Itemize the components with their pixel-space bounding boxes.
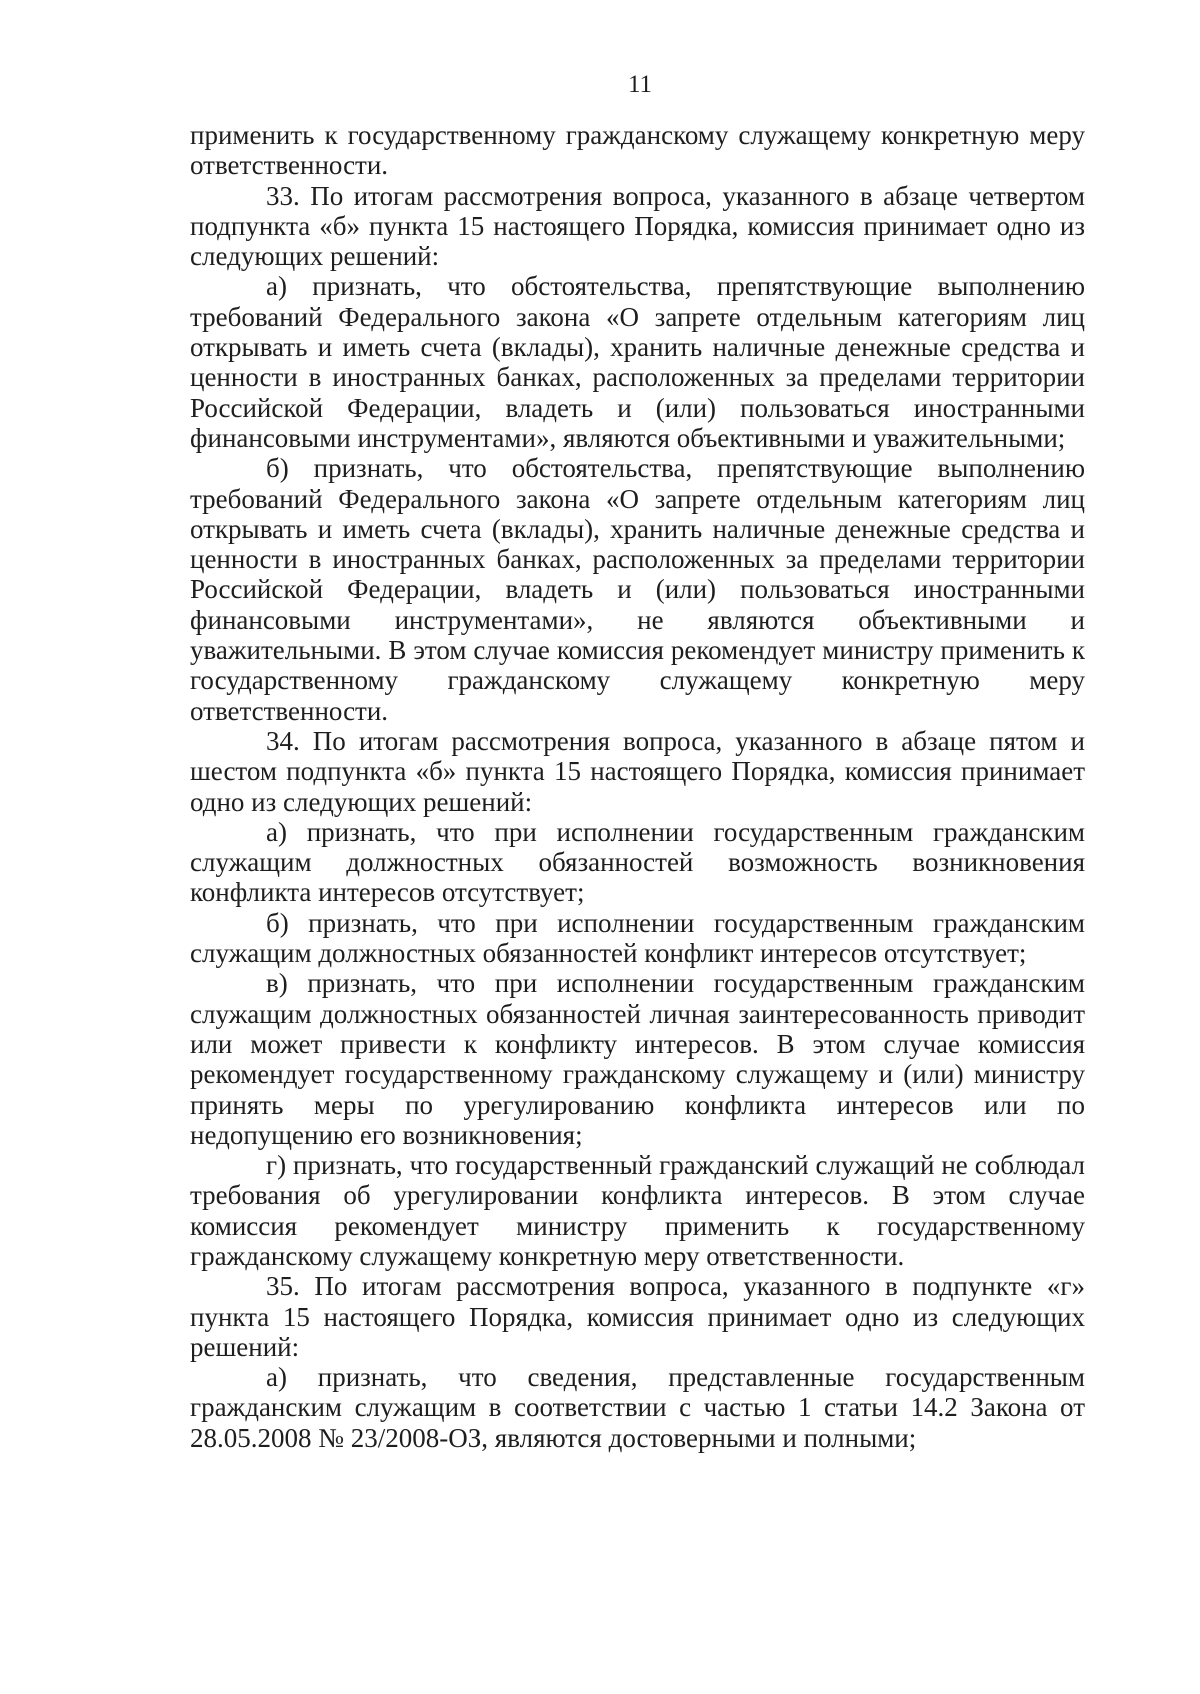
paragraph-34-v: в) признать, что при исполнении государственным гражданским служащим должностных обязанностей личная заинтересованность приводит или может привести к конфликту интересов. В этом случае комиссия рекомендует государственному гражданскому служащему и (или) министру принять меры по урегулированию конфликта интересов или по недопущению его возникновения;	[190, 968, 1085, 1150]
paragraph-item-34: 34. По итогам рассмотрения вопроса, указанного в абзаце пятом и шестом подпункта «б» пункта 15 настоящего Порядка, комиссия принимает одно из следующих решений:	[190, 725, 1085, 817]
page-number: 11	[627, 71, 653, 98]
paragraph-34-g: г) признать, что государственный гражданский служащий не соблюдал требования об урегулировании конфликта интересов. В этом случае комиссия рекомендует министру применить к государственному гражданскому служащему конкретную меру ответственности.	[190, 1150, 1085, 1271]
paragraph-item-33: 33. По итогам рассмотрения вопроса, указанного в абзаце четвертом подпункта «б» пункта 15 настоящего Порядка, комиссия принимает одно из следующих решений:	[190, 180, 1085, 272]
paragraph-34-b: б) признать, что при исполнении государственным гражданским служащим должностных обязанностей конфликт интересов отсутствует;	[190, 907, 1085, 969]
paragraph-continuation: применить к государственному гражданскому служащему конкретную меру ответственности.	[190, 120, 1085, 181]
paragraph-35-a: а) признать, что сведения, представленные государственным гражданским служащим в соответствии с частью 1 статьи 14.2 Закона от 28.05.2008 № 23/2008-ОЗ, являются достоверными и полными;	[190, 1362, 1085, 1453]
document-body	[190, 120, 1085, 1453]
paragraph-item-35: 35. По итогам рассмотрения вопроса, указанного в подпункте «г» пункта 15 настоящего Порядка, комиссия принимает одно из следующих решений:	[190, 1271, 1085, 1362]
paragraph-33-b: б) признать, что обстоятельства, препятствующие выполнению требований Федерального закона «О запрете отдельным категориям лиц открывать и иметь счета (вклады), хранить наличные денежные средства и ценности в иностранных банках, расположенных за пределами территории Российской Федерации, владеть и (или) пользоваться иностранными финансовыми инструментами», не являются объективными и уважительными. В этом случае комиссия рекомендует министру применить к государственному гражданскому служащему конкретную меру ответственности.	[190, 453, 1085, 726]
paragraph-33-a: а) признать, что обстоятельства, препятствующие выполнению требований Федерального закона «О запрете отдельным категориям лиц открывать и иметь счета (вклады), хранить наличные денежные средства и ценности в иностранных банках, расположенных за пределами территории Российской Федерации, владеть и (или) пользоваться иностранными финансовыми инструментами», являются объективными и уважительными;	[190, 271, 1085, 453]
paragraph-34-a: а) признать, что при исполнении государственным гражданским служащим должностных обязанностей возможность возникновения конфликта интересов отсутствует;	[190, 816, 1085, 908]
